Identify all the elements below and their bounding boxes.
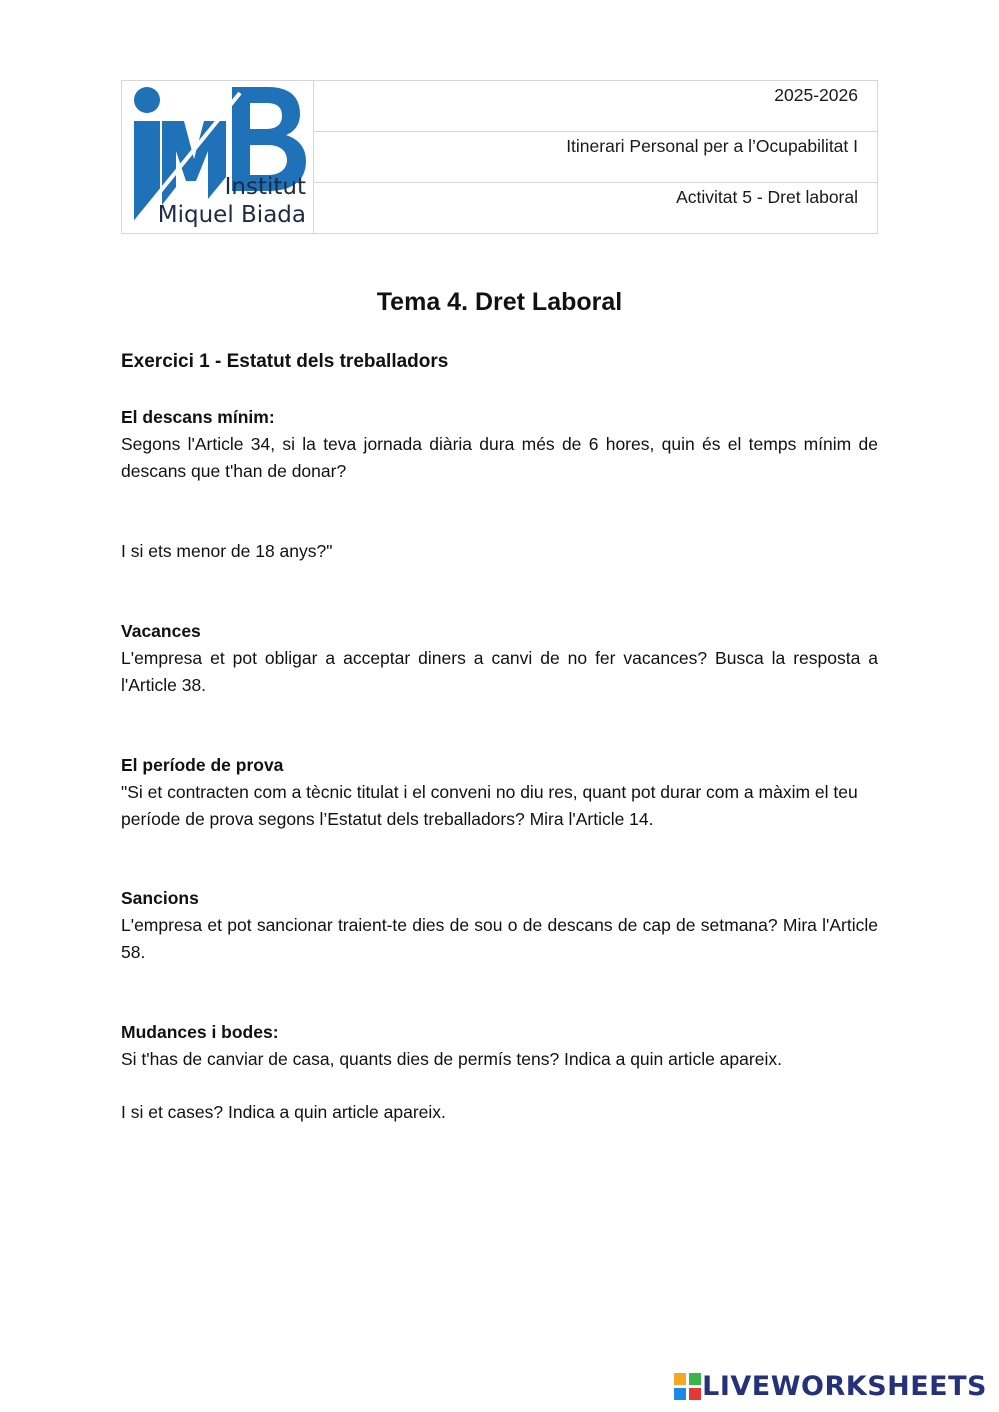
watermark-text: LIVEWORKSHEETS: [702, 1371, 987, 1402]
school-logo: [122, 81, 314, 233]
section-periode-prova: [121, 752, 878, 833]
section-heading: El període de prova: [121, 755, 284, 775]
section-question: L'empresa et pot sancionar traient-te dies de sou o de descans de cap de setmana? Mira l'Article 58.: [121, 915, 878, 962]
section-question: "Si et contracten com a tècnic titulat i el conveni no diu res, quant pot durar com a màxim el teu període de prova segons l’Estatut dels treballadors? Mira l'Article 14.: [121, 782, 858, 829]
exercise-title: Exercici 1 - Estatut dels treballadors: [121, 351, 449, 372]
section-mudances-followup: [121, 1099, 878, 1126]
logo-line2: Miquel Biada: [157, 202, 306, 228]
header-table: [121, 80, 878, 234]
logo-line1: Institut: [224, 174, 306, 200]
header-info: [314, 81, 877, 233]
section-heading: Mudances i bodes:: [121, 1022, 279, 1042]
section-followup: I si et cases? Indica a quin article apareix.: [121, 1102, 446, 1122]
section-followup: I si ets menor de 18 anys?": [121, 541, 333, 561]
section-heading: Sancions: [121, 888, 199, 908]
liveworksheets-watermark: [674, 1371, 987, 1402]
section-descans-followup: [121, 538, 878, 565]
section-heading: El descans mínim:: [121, 407, 275, 427]
imb-logo-icon: [122, 81, 314, 235]
school-year: 2025-2026: [314, 81, 877, 132]
section-sancions: [121, 885, 878, 966]
section-vacances: [121, 618, 878, 699]
section-question: L'empresa et pot obligar a acceptar diners a canvi de no fer vacances? Busca la resposta a l'Article 38.: [121, 648, 878, 695]
liveworksheets-logo-icon: [674, 1373, 702, 1401]
section-descans: [121, 404, 878, 485]
subject-name: Itinerari Personal per a l’Ocupabilitat I: [314, 132, 877, 183]
section-question: Segons l'Article 34, si la teva jornada diària dura més de 6 hores, quin és el temps mínim de descans que t'han de donar?: [121, 434, 878, 481]
section-mudances: [121, 1019, 878, 1073]
section-heading: Vacances: [121, 621, 201, 641]
activity-name: Activitat 5 - Dret laboral: [676, 187, 858, 207]
section-question: Si t'has de canviar de casa, quants dies de permís tens? Indica a quin article apareix.: [121, 1049, 782, 1069]
page-title: Tema 4. Dret Laboral: [376, 288, 623, 316]
